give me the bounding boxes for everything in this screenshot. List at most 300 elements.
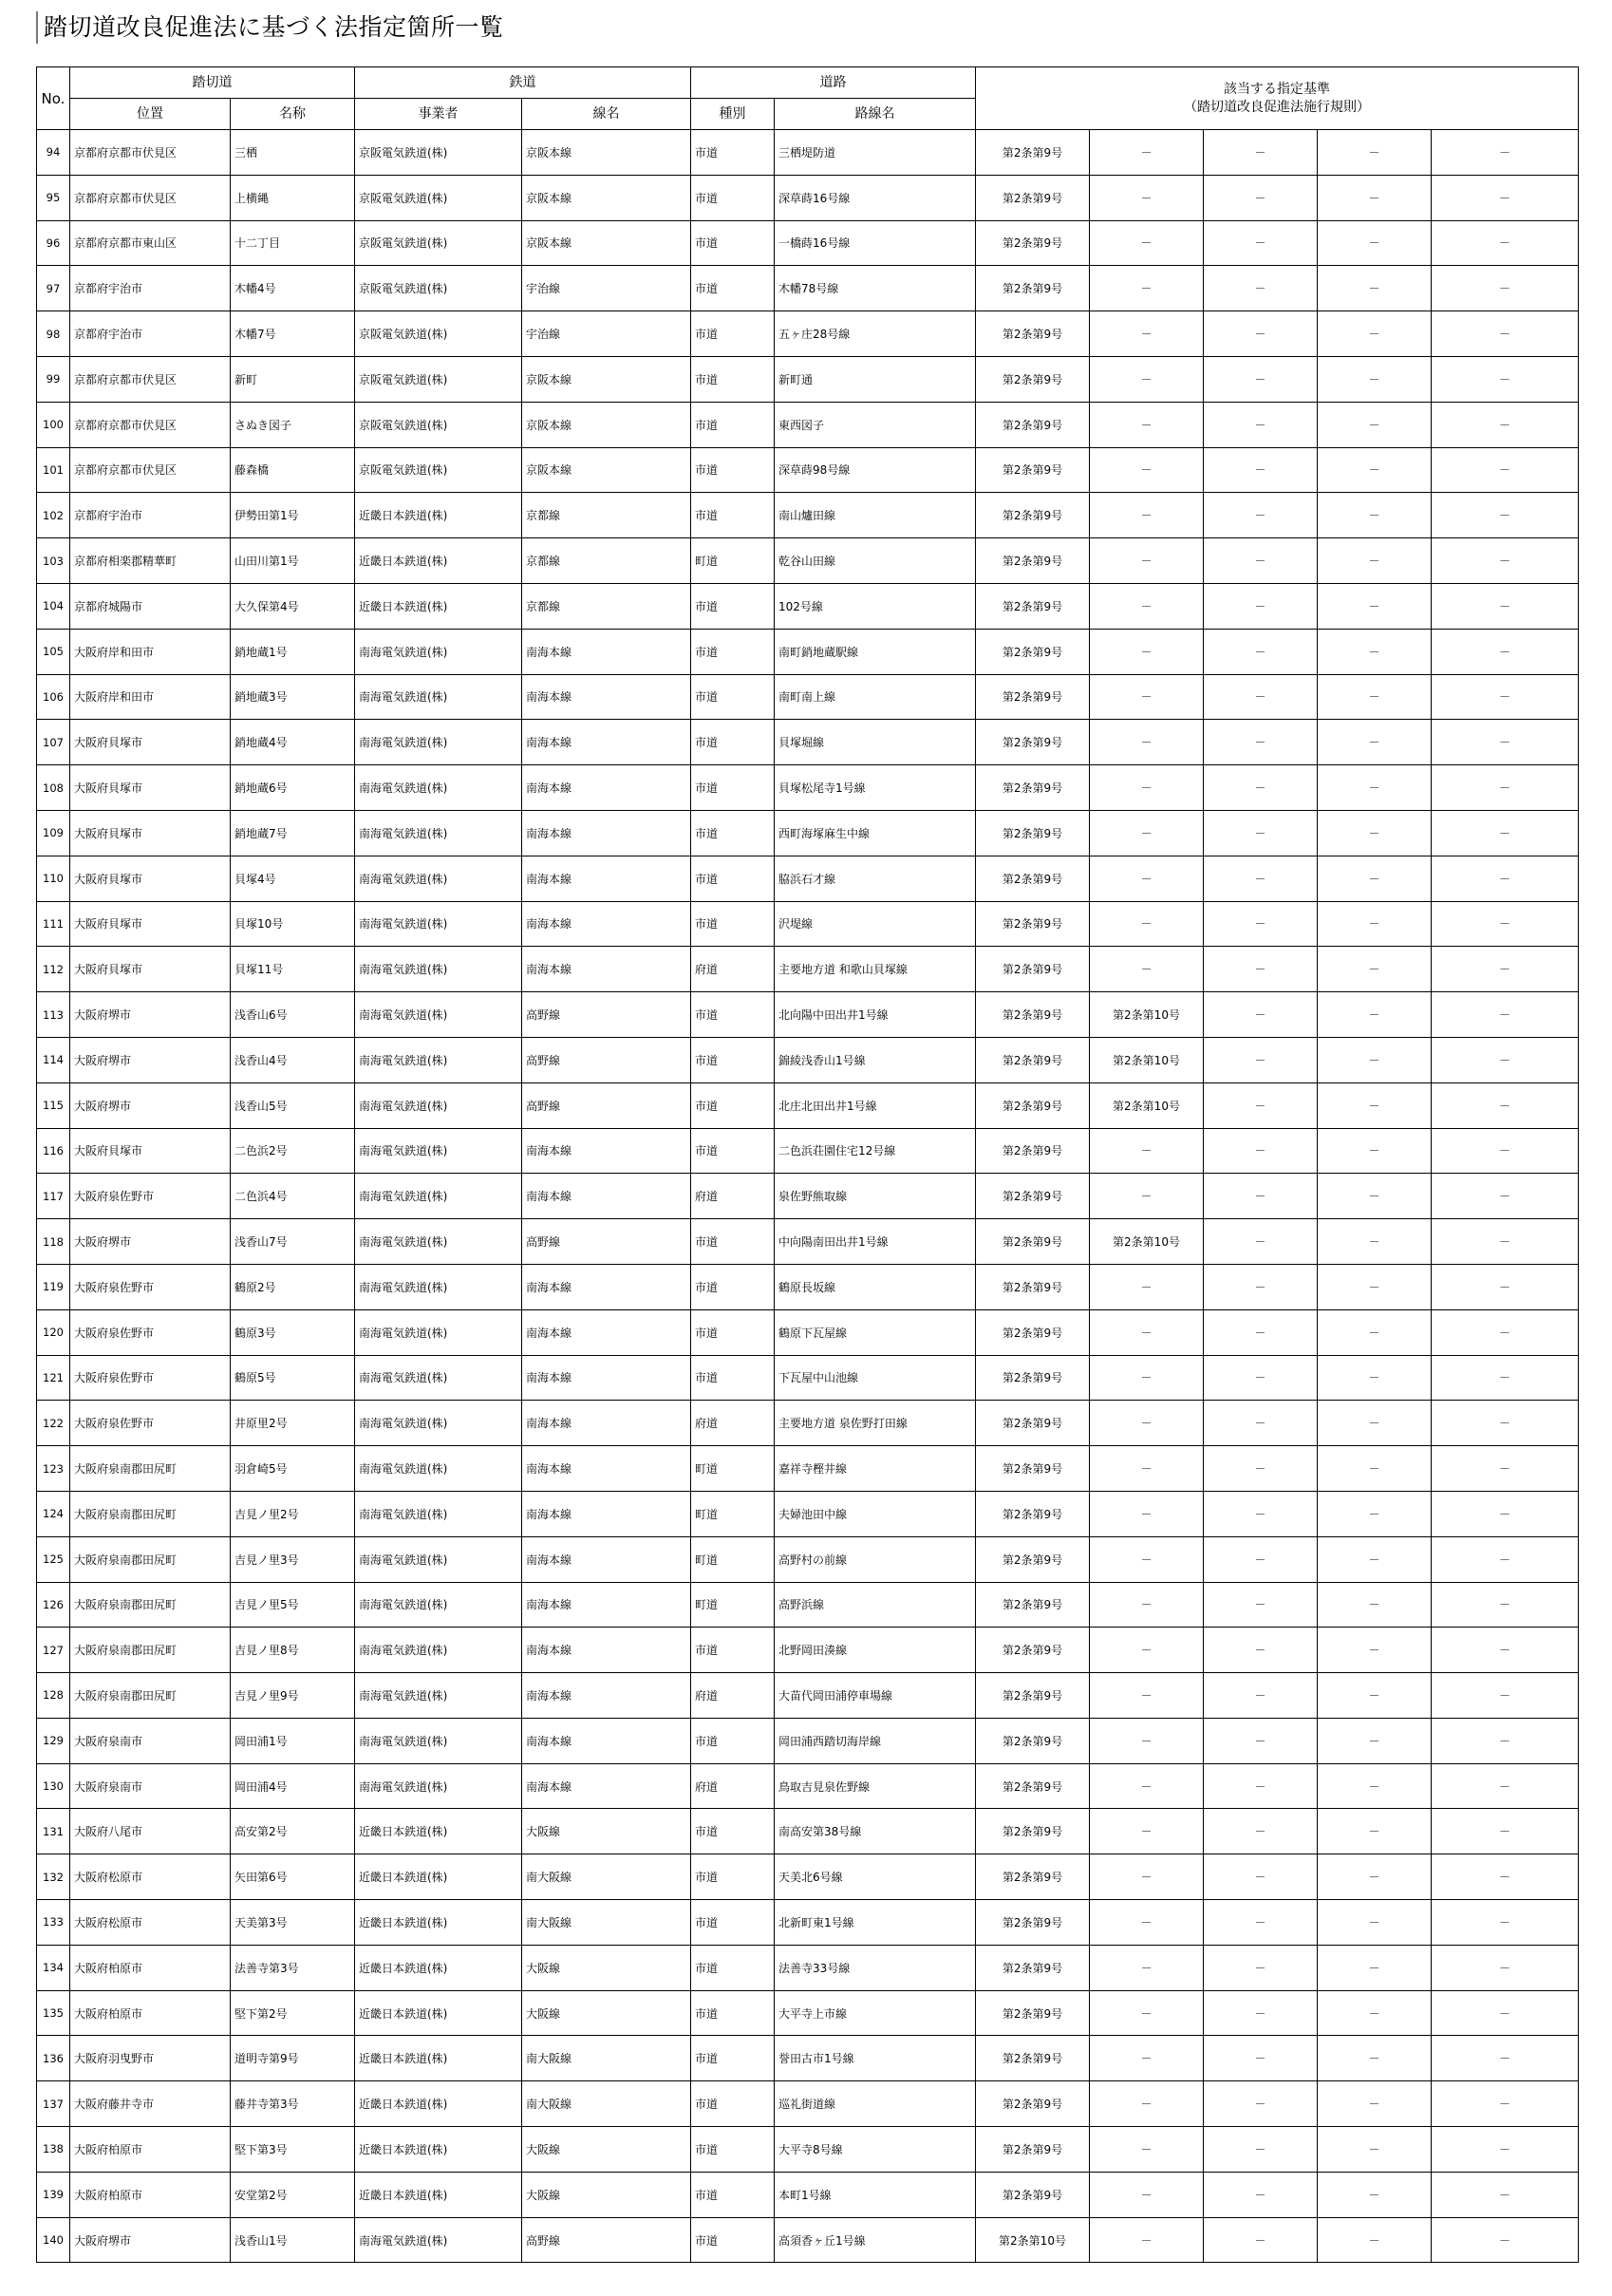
cell-route: 貝塚堀線 xyxy=(775,720,976,765)
cell-road-type: 市道 xyxy=(691,2217,775,2263)
cell-line: 南海本線 xyxy=(522,810,691,856)
cell-operator: 南海電気鉄道(株) xyxy=(355,1082,522,1128)
cell-name: 吉見ノ里8号 xyxy=(231,1628,355,1673)
cell-criteria-1: 第2条第9号 xyxy=(976,765,1090,811)
cell-criteria-4: － xyxy=(1318,130,1432,176)
cell-name: 吉見ノ里3号 xyxy=(231,1536,355,1582)
cell-criteria-5: － xyxy=(1432,266,1579,311)
cell-line: 南海本線 xyxy=(522,901,691,947)
cell-criteria-4: － xyxy=(1318,1037,1432,1082)
cell-line: 大阪線 xyxy=(522,1809,691,1854)
cell-criteria-5: － xyxy=(1432,1491,1579,1536)
cell-criteria-3: － xyxy=(1204,810,1318,856)
cell-criteria-5: － xyxy=(1432,311,1579,357)
cell-route: 大平寺8号線 xyxy=(775,2127,976,2173)
table-row xyxy=(37,810,1579,856)
cell-criteria-1: 第2条第9号 xyxy=(976,1174,1090,1219)
cell-criteria-1: 第2条第9号 xyxy=(976,130,1090,176)
cell-criteria-4: － xyxy=(1318,220,1432,266)
table-row xyxy=(37,1401,1579,1446)
cell-line: 南海本線 xyxy=(522,947,691,992)
cell-no: 94 xyxy=(37,130,70,176)
cell-operator: 近畿日本鉄道(株) xyxy=(355,583,522,629)
header-crossing: 踏切道 xyxy=(70,67,355,99)
cell-name: 吉見ノ里2号 xyxy=(231,1491,355,1536)
cell-location: 大阪府泉南郡田尻町 xyxy=(70,1582,231,1628)
cell-operator: 南海電気鉄道(株) xyxy=(355,2217,522,2263)
cell-no: 97 xyxy=(37,266,70,311)
cell-route: 中向陽南田出井1号線 xyxy=(775,1219,976,1265)
cell-operator: 南海電気鉄道(株) xyxy=(355,1401,522,1446)
cell-criteria-3: － xyxy=(1204,1491,1318,1536)
cell-route: 誉田古市1号線 xyxy=(775,2036,976,2081)
cell-location: 京都府京都市伏見区 xyxy=(70,447,231,493)
cell-criteria-1: 第2条第9号 xyxy=(976,1900,1090,1946)
cell-road-type: 町道 xyxy=(691,1536,775,1582)
cell-road-type: 市道 xyxy=(691,1900,775,1946)
cell-route: 主要地方道 泉佐野打田線 xyxy=(775,1401,976,1446)
cell-line: 京都線 xyxy=(522,493,691,538)
cell-operator: 南海電気鉄道(株) xyxy=(355,720,522,765)
cell-criteria-1: 第2条第9号 xyxy=(976,2036,1090,2081)
cell-criteria-3: － xyxy=(1204,1309,1318,1355)
cell-location: 大阪府泉佐野市 xyxy=(70,1355,231,1401)
cell-name: 浅香山1号 xyxy=(231,2217,355,2263)
cell-criteria-4: － xyxy=(1318,992,1432,1038)
table-row xyxy=(37,1219,1579,1265)
cell-criteria-5: － xyxy=(1432,1264,1579,1309)
cell-road-type: 市道 xyxy=(691,2172,775,2217)
cell-criteria-1: 第2条第9号 xyxy=(976,1037,1090,1082)
cell-criteria-5: － xyxy=(1432,175,1579,220)
cell-no: 104 xyxy=(37,583,70,629)
cell-criteria-4: － xyxy=(1318,1264,1432,1309)
header-railway-operator: 事業者 xyxy=(355,99,522,130)
cell-criteria-2: － xyxy=(1090,220,1204,266)
cell-criteria-2: － xyxy=(1090,1628,1204,1673)
cell-criteria-4: － xyxy=(1318,1491,1432,1536)
cell-no: 109 xyxy=(37,810,70,856)
cell-criteria-1: 第2条第9号 xyxy=(976,856,1090,901)
cell-route: 貝塚松尾寺1号線 xyxy=(775,765,976,811)
cell-criteria-5: － xyxy=(1432,1401,1579,1446)
cell-road-type: 市道 xyxy=(691,1355,775,1401)
cell-criteria-2: － xyxy=(1090,1809,1204,1854)
header-crossing-name: 名称 xyxy=(231,99,355,130)
cell-line: 南海本線 xyxy=(522,720,691,765)
cell-name: 上横縄 xyxy=(231,175,355,220)
cell-line: 高野線 xyxy=(522,1219,691,1265)
cell-criteria-4: － xyxy=(1318,266,1432,311)
cell-criteria-3: － xyxy=(1204,992,1318,1038)
cell-operator: 京阪電気鉄道(株) xyxy=(355,356,522,402)
cell-criteria-5: － xyxy=(1432,2172,1579,2217)
cell-no: 105 xyxy=(37,629,70,674)
table-row xyxy=(37,1446,1579,1492)
cell-criteria-4: － xyxy=(1318,1082,1432,1128)
cell-criteria-5: － xyxy=(1432,1128,1579,1174)
cell-line: 南海本線 xyxy=(522,1628,691,1673)
cell-operator: 近畿日本鉄道(株) xyxy=(355,2172,522,2217)
cell-criteria-5: － xyxy=(1432,1446,1579,1492)
cell-location: 大阪府泉南市 xyxy=(70,1718,231,1763)
cell-criteria-4: － xyxy=(1318,1718,1432,1763)
cell-operator: 南海電気鉄道(株) xyxy=(355,1536,522,1582)
cell-criteria-3: － xyxy=(1204,1628,1318,1673)
cell-criteria-2: 第2条第10号 xyxy=(1090,1037,1204,1082)
cell-line: 南海本線 xyxy=(522,1491,691,1536)
cell-line: 南海本線 xyxy=(522,1718,691,1763)
cell-name: 浅香山5号 xyxy=(231,1082,355,1128)
cell-criteria-4: － xyxy=(1318,720,1432,765)
cell-no: 123 xyxy=(37,1446,70,1492)
cell-name: 木幡7号 xyxy=(231,311,355,357)
cell-location: 大阪府貝塚市 xyxy=(70,765,231,811)
cell-location: 大阪府泉佐野市 xyxy=(70,1309,231,1355)
cell-location: 大阪府藤井寺市 xyxy=(70,2081,231,2127)
cell-criteria-1: 第2条第9号 xyxy=(976,947,1090,992)
cell-criteria-4: － xyxy=(1318,1536,1432,1582)
cell-criteria-2: － xyxy=(1090,1491,1204,1536)
cell-criteria-2: － xyxy=(1090,2036,1204,2081)
cell-name: 銷地蔵7号 xyxy=(231,810,355,856)
cell-route: 深草蒔16号線 xyxy=(775,175,976,220)
cell-criteria-5: － xyxy=(1432,130,1579,176)
cell-road-type: 市道 xyxy=(691,1037,775,1082)
cell-no: 99 xyxy=(37,356,70,402)
cell-criteria-3: － xyxy=(1204,2081,1318,2127)
cell-operator: 南海電気鉄道(株) xyxy=(355,629,522,674)
cell-criteria-4: － xyxy=(1318,901,1432,947)
cell-operator: 南海電気鉄道(株) xyxy=(355,810,522,856)
cell-road-type: 市道 xyxy=(691,810,775,856)
header-criteria-line1: 該当する指定基準 xyxy=(1224,81,1331,97)
cell-criteria-4: － xyxy=(1318,1446,1432,1492)
cell-criteria-4: － xyxy=(1318,356,1432,402)
cell-criteria-4: － xyxy=(1318,2081,1432,2127)
cell-criteria-5: － xyxy=(1432,1309,1579,1355)
cell-criteria-5: － xyxy=(1432,947,1579,992)
cell-location: 大阪府岸和田市 xyxy=(70,674,231,720)
cell-route: 法善寺33号線 xyxy=(775,1945,976,1990)
cell-criteria-4: － xyxy=(1318,1809,1432,1854)
cell-operator: 近畿日本鉄道(株) xyxy=(355,2036,522,2081)
cell-name: 吉見ノ里9号 xyxy=(231,1673,355,1719)
cell-criteria-1: 第2条第9号 xyxy=(976,447,1090,493)
cell-road-type: 市道 xyxy=(691,583,775,629)
table-row xyxy=(37,447,1579,493)
cell-route: 乾谷山田線 xyxy=(775,538,976,584)
cell-route: 南山爐田線 xyxy=(775,493,976,538)
cell-criteria-5: － xyxy=(1432,992,1579,1038)
cell-road-type: 市道 xyxy=(691,1854,775,1900)
cell-criteria-2: － xyxy=(1090,856,1204,901)
cell-location: 大阪府柏原市 xyxy=(70,2127,231,2173)
cell-criteria-5: － xyxy=(1432,810,1579,856)
cell-criteria-1: 第2条第9号 xyxy=(976,1582,1090,1628)
cell-route: 五ヶ庄28号線 xyxy=(775,311,976,357)
cell-road-type: 市道 xyxy=(691,311,775,357)
cell-criteria-3: － xyxy=(1204,901,1318,947)
cell-operator: 南海電気鉄道(株) xyxy=(355,1355,522,1401)
cell-name: 貝塚4号 xyxy=(231,856,355,901)
cell-route: 大平寺上市線 xyxy=(775,1990,976,2036)
cell-route: 102号線 xyxy=(775,583,976,629)
cell-criteria-4: － xyxy=(1318,674,1432,720)
cell-line: 京阪本線 xyxy=(522,175,691,220)
cell-criteria-1: 第2条第9号 xyxy=(976,1809,1090,1854)
cell-no: 100 xyxy=(37,402,70,447)
cell-operator: 近畿日本鉄道(株) xyxy=(355,1854,522,1900)
cell-criteria-3: － xyxy=(1204,220,1318,266)
cell-operator: 南海電気鉄道(株) xyxy=(355,1174,522,1219)
cell-no: 101 xyxy=(37,447,70,493)
cell-criteria-2: － xyxy=(1090,1309,1204,1355)
cell-operator: 南海電気鉄道(株) xyxy=(355,1491,522,1536)
cell-operator: 南海電気鉄道(株) xyxy=(355,856,522,901)
cell-criteria-2: － xyxy=(1090,1446,1204,1492)
cell-criteria-1: 第2条第9号 xyxy=(976,1628,1090,1673)
cell-route: 木幡78号線 xyxy=(775,266,976,311)
cell-location: 京都府宇治市 xyxy=(70,266,231,311)
cell-criteria-3: － xyxy=(1204,1128,1318,1174)
cell-criteria-1: 第2条第9号 xyxy=(976,2172,1090,2217)
cell-name: 高安第2号 xyxy=(231,1809,355,1854)
cell-criteria-3: － xyxy=(1204,765,1318,811)
cell-criteria-2: － xyxy=(1090,2172,1204,2217)
table-row xyxy=(37,947,1579,992)
cell-road-type: 市道 xyxy=(691,765,775,811)
table-row xyxy=(37,2036,1579,2081)
cell-criteria-3: － xyxy=(1204,720,1318,765)
table-body xyxy=(37,130,1579,2263)
cell-criteria-3: － xyxy=(1204,629,1318,674)
cell-criteria-2: 第2条第10号 xyxy=(1090,992,1204,1038)
cell-location: 大阪府泉南郡田尻町 xyxy=(70,1536,231,1582)
cell-criteria-2: － xyxy=(1090,493,1204,538)
cell-road-type: 市道 xyxy=(691,266,775,311)
cell-location: 大阪府泉佐野市 xyxy=(70,1401,231,1446)
cell-line: 京阪本線 xyxy=(522,402,691,447)
cell-line: 大阪線 xyxy=(522,1945,691,1990)
cell-criteria-3: － xyxy=(1204,1582,1318,1628)
cell-no: 119 xyxy=(37,1264,70,1309)
cell-no: 121 xyxy=(37,1355,70,1401)
cell-criteria-5: － xyxy=(1432,2127,1579,2173)
cell-criteria-2: － xyxy=(1090,2127,1204,2173)
cell-no: 134 xyxy=(37,1945,70,1990)
cell-criteria-3: － xyxy=(1204,2036,1318,2081)
cell-route: 北新町東1号線 xyxy=(775,1900,976,1946)
cell-name: 矢田第6号 xyxy=(231,1854,355,1900)
cell-criteria-4: － xyxy=(1318,1128,1432,1174)
cell-operator: 南海電気鉄道(株) xyxy=(355,1037,522,1082)
cell-name: 三栖 xyxy=(231,130,355,176)
cell-no: 110 xyxy=(37,856,70,901)
cell-criteria-3: － xyxy=(1204,402,1318,447)
cell-road-type: 市道 xyxy=(691,447,775,493)
cell-name: 伊勢田第1号 xyxy=(231,493,355,538)
cell-criteria-3: － xyxy=(1204,311,1318,357)
cell-road-type: 市道 xyxy=(691,1264,775,1309)
cell-criteria-1: 第2条第9号 xyxy=(976,402,1090,447)
cell-road-type: 市道 xyxy=(691,1128,775,1174)
table-row xyxy=(37,1491,1579,1536)
cell-operator: 南海電気鉄道(株) xyxy=(355,1582,522,1628)
cell-road-type: 市道 xyxy=(691,175,775,220)
cell-criteria-4: － xyxy=(1318,856,1432,901)
cell-road-type: 府道 xyxy=(691,1673,775,1719)
cell-operator: 近畿日本鉄道(株) xyxy=(355,2127,522,2173)
cell-criteria-3: － xyxy=(1204,356,1318,402)
cell-no: 124 xyxy=(37,1491,70,1536)
cell-criteria-2: － xyxy=(1090,1990,1204,2036)
cell-criteria-4: － xyxy=(1318,1763,1432,1809)
cell-location: 京都府京都市伏見区 xyxy=(70,130,231,176)
table-row xyxy=(37,266,1579,311)
cell-location: 京都府城陽市 xyxy=(70,583,231,629)
table-row xyxy=(37,1128,1579,1174)
table-row xyxy=(37,674,1579,720)
cell-operator: 南海電気鉄道(株) xyxy=(355,947,522,992)
cell-no: 116 xyxy=(37,1128,70,1174)
cell-road-type: 府道 xyxy=(691,1763,775,1809)
cell-location: 大阪府柏原市 xyxy=(70,2172,231,2217)
cell-criteria-4: － xyxy=(1318,1309,1432,1355)
cell-criteria-2: － xyxy=(1090,311,1204,357)
cell-criteria-2: － xyxy=(1090,1264,1204,1309)
cell-criteria-2: － xyxy=(1090,1718,1204,1763)
cell-no: 140 xyxy=(37,2217,70,2263)
table-row xyxy=(37,901,1579,947)
table-row xyxy=(37,2127,1579,2173)
cell-route: 大苗代岡田浦停車場線 xyxy=(775,1673,976,1719)
cell-criteria-3: － xyxy=(1204,1355,1318,1401)
cell-criteria-2: － xyxy=(1090,1174,1204,1219)
cell-criteria-2: 第2条第10号 xyxy=(1090,1219,1204,1265)
cell-route: 鶴原下瓦屋線 xyxy=(775,1309,976,1355)
cell-location: 大阪府泉南郡田尻町 xyxy=(70,1446,231,1492)
cell-route: 南高安第38号線 xyxy=(775,1809,976,1854)
cell-no: 137 xyxy=(37,2081,70,2127)
cell-criteria-2: － xyxy=(1090,765,1204,811)
cell-criteria-2: － xyxy=(1090,947,1204,992)
cell-route: 高野村の前線 xyxy=(775,1536,976,1582)
cell-operator: 南海電気鉄道(株) xyxy=(355,901,522,947)
table-row xyxy=(37,1582,1579,1628)
cell-road-type: 府道 xyxy=(691,1401,775,1446)
cell-line: 南海本線 xyxy=(522,765,691,811)
cell-route: 岡田浦西踏切海岸線 xyxy=(775,1718,976,1763)
cell-criteria-3: － xyxy=(1204,447,1318,493)
cell-criteria-1: 第2条第9号 xyxy=(976,810,1090,856)
cell-name: 貝塚10号 xyxy=(231,901,355,947)
cell-route: 高野浜線 xyxy=(775,1582,976,1628)
crossing-table xyxy=(36,66,1579,2263)
cell-criteria-2: － xyxy=(1090,175,1204,220)
cell-criteria-1: 第2条第9号 xyxy=(976,720,1090,765)
cell-criteria-1: 第2条第9号 xyxy=(976,1128,1090,1174)
cell-criteria-1: 第2条第9号 xyxy=(976,266,1090,311)
cell-criteria-4: － xyxy=(1318,1582,1432,1628)
cell-route: 主要地方道 和歌山貝塚線 xyxy=(775,947,976,992)
cell-criteria-2: － xyxy=(1090,1401,1204,1446)
cell-operator: 京阪電気鉄道(株) xyxy=(355,130,522,176)
cell-location: 大阪府泉南郡田尻町 xyxy=(70,1673,231,1719)
cell-operator: 南海電気鉄道(株) xyxy=(355,1309,522,1355)
cell-route: 北野岡田湊線 xyxy=(775,1628,976,1673)
cell-route: 夫婦池田中線 xyxy=(775,1491,976,1536)
table-row xyxy=(37,2081,1579,2127)
cell-criteria-5: － xyxy=(1432,2036,1579,2081)
cell-route: 鳥取吉見泉佐野線 xyxy=(775,1763,976,1809)
cell-operator: 近畿日本鉄道(株) xyxy=(355,1900,522,1946)
cell-name: 藤井寺第3号 xyxy=(231,2081,355,2127)
cell-criteria-2: － xyxy=(1090,720,1204,765)
cell-name: 貝塚11号 xyxy=(231,947,355,992)
cell-name: 堅下第2号 xyxy=(231,1990,355,2036)
cell-line: 京阪本線 xyxy=(522,356,691,402)
cell-criteria-2: － xyxy=(1090,1763,1204,1809)
cell-criteria-5: － xyxy=(1432,493,1579,538)
cell-route: 深草蒔98号線 xyxy=(775,447,976,493)
cell-criteria-4: － xyxy=(1318,175,1432,220)
cell-no: 96 xyxy=(37,220,70,266)
cell-name: 岡田浦1号 xyxy=(231,1718,355,1763)
cell-criteria-4: － xyxy=(1318,311,1432,357)
cell-no: 108 xyxy=(37,765,70,811)
cell-criteria-5: － xyxy=(1432,765,1579,811)
cell-name: 道明寺第9号 xyxy=(231,2036,355,2081)
cell-route: 脇浜石才線 xyxy=(775,856,976,901)
cell-no: 133 xyxy=(37,1900,70,1946)
cell-criteria-2: 第2条第10号 xyxy=(1090,1082,1204,1128)
cell-name: 銷地蔵4号 xyxy=(231,720,355,765)
cell-name: 天美第3号 xyxy=(231,1900,355,1946)
cell-criteria-5: － xyxy=(1432,2217,1579,2263)
cell-criteria-4: － xyxy=(1318,1900,1432,1946)
table-row xyxy=(37,583,1579,629)
cell-criteria-2: － xyxy=(1090,901,1204,947)
cell-name: 浅香山7号 xyxy=(231,1219,355,1265)
cell-criteria-2: － xyxy=(1090,1854,1204,1900)
cell-no: 107 xyxy=(37,720,70,765)
cell-criteria-1: 第2条第9号 xyxy=(976,1309,1090,1355)
cell-line: 南海本線 xyxy=(522,1582,691,1628)
table-row xyxy=(37,765,1579,811)
cell-road-type: 市道 xyxy=(691,356,775,402)
cell-route: 北庄北田出井1号線 xyxy=(775,1082,976,1128)
cell-road-type: 府道 xyxy=(691,1174,775,1219)
cell-location: 大阪府堺市 xyxy=(70,1082,231,1128)
cell-criteria-1: 第2条第9号 xyxy=(976,175,1090,220)
cell-name: 鶴原3号 xyxy=(231,1309,355,1355)
cell-criteria-5: － xyxy=(1432,1628,1579,1673)
cell-criteria-2: － xyxy=(1090,2081,1204,2127)
cell-criteria-4: － xyxy=(1318,1854,1432,1900)
cell-no: 120 xyxy=(37,1309,70,1355)
cell-road-type: 市道 xyxy=(691,402,775,447)
cell-criteria-2: － xyxy=(1090,583,1204,629)
cell-criteria-2: － xyxy=(1090,1128,1204,1174)
cell-location: 京都府宇治市 xyxy=(70,493,231,538)
cell-criteria-2: － xyxy=(1090,674,1204,720)
cell-criteria-1: 第2条第9号 xyxy=(976,220,1090,266)
cell-no: 103 xyxy=(37,538,70,584)
table-row xyxy=(37,356,1579,402)
cell-location: 大阪府泉南市 xyxy=(70,1763,231,1809)
cell-operator: 近畿日本鉄道(株) xyxy=(355,1990,522,2036)
